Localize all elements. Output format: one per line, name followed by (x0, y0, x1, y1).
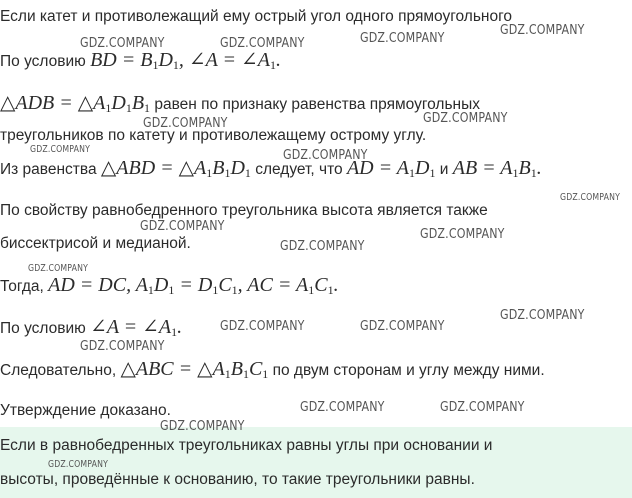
then-formula: AD = DC, $A_1D_1 = D_1C_1$, AC = $A_1C_1$. (48, 274, 339, 297)
proved-line: Утверждение доказано. (0, 402, 171, 419)
watermark: GDZ.COMPANY (360, 30, 445, 46)
then-label: Тогда, (0, 278, 44, 295)
angle-formula: ∠A = $\angle A_1$. (90, 316, 183, 339)
watermark: GDZ.COMPANY (140, 218, 225, 234)
conclusion-label: Следовательно, (0, 362, 117, 379)
property-line: По свойству равнобедренного треугольника высота является также (0, 202, 488, 219)
consequence-label: Из равенства (0, 161, 97, 178)
then-line (0, 275, 339, 297)
watermark: GDZ.COMPANY (80, 338, 165, 354)
watermark: GDZ.COMPANY (560, 192, 621, 203)
watermark: GDZ.COMPANY (220, 318, 305, 334)
angle-condition-line (0, 317, 182, 339)
equality-reason: равен по признаку равенства прямоугольных (154, 96, 480, 113)
condition-line (0, 50, 281, 72)
watermark: GDZ.COMPANY (28, 263, 89, 274)
criterion-line: треугольников по катету и противолежащему острому углу. (0, 127, 427, 144)
ad-formula: AD = $A_1D_1$ (346, 157, 436, 180)
watermark: GDZ.COMPANY (280, 238, 365, 254)
watermark: GDZ.COMPANY (423, 110, 508, 126)
conclusion-line (0, 359, 545, 381)
bisector-line: биссектрисой и медианой. (0, 235, 191, 252)
consequence-follows: следует, что (255, 161, 343, 178)
watermark: GDZ.COMPANY (80, 35, 165, 51)
theorem-line-1: Если в равнобедренных треугольниках равны углы при основании и (0, 437, 493, 454)
watermark: GDZ.COMPANY (500, 22, 585, 38)
watermark: GDZ.COMPANY (220, 35, 305, 51)
watermark: GDZ.COMPANY (30, 144, 91, 155)
watermark: GDZ.COMPANY (143, 115, 228, 131)
angle-condition-label: По условию (0, 320, 86, 337)
conclusion-reason: по двум сторонам и углу между ними. (272, 362, 545, 379)
condition-label: По условию (0, 53, 86, 70)
watermark: GDZ.COMPANY (360, 318, 445, 334)
intro-line: Если катет и противолежащий ему острый угол одного прямоугольного (0, 8, 513, 25)
consequence-line (0, 158, 542, 180)
condition-formula: BD = $B_1D_1$, ∠A = $\angle A_1$. (90, 49, 281, 72)
abd-formula: △ABD = $\triangle A_1B_1D_1$ (100, 157, 251, 180)
theorem-line-2: высоты, проведённые к основанию, то такие треугольники равны. (0, 471, 475, 488)
watermark: GDZ.COMPANY (48, 459, 109, 470)
watermark: GDZ.COMPANY (440, 399, 525, 415)
watermark: GDZ.COMPANY (283, 147, 368, 163)
abc-formula: △ABC = $\triangle A_1B_1C_1$ (120, 358, 269, 381)
equality-line (0, 93, 480, 115)
ab-formula: AB = $A_1B_1$. (452, 157, 542, 180)
watermark: GDZ.COMPANY (300, 399, 385, 415)
watermark: GDZ.COMPANY (500, 307, 585, 323)
conjunction: и (439, 161, 449, 178)
watermark: GDZ.COMPANY (160, 418, 245, 434)
watermark: GDZ.COMPANY (420, 226, 505, 242)
triangle-equality-formula: △ADB = $\triangle A_1D_1B_1$ (0, 92, 151, 115)
